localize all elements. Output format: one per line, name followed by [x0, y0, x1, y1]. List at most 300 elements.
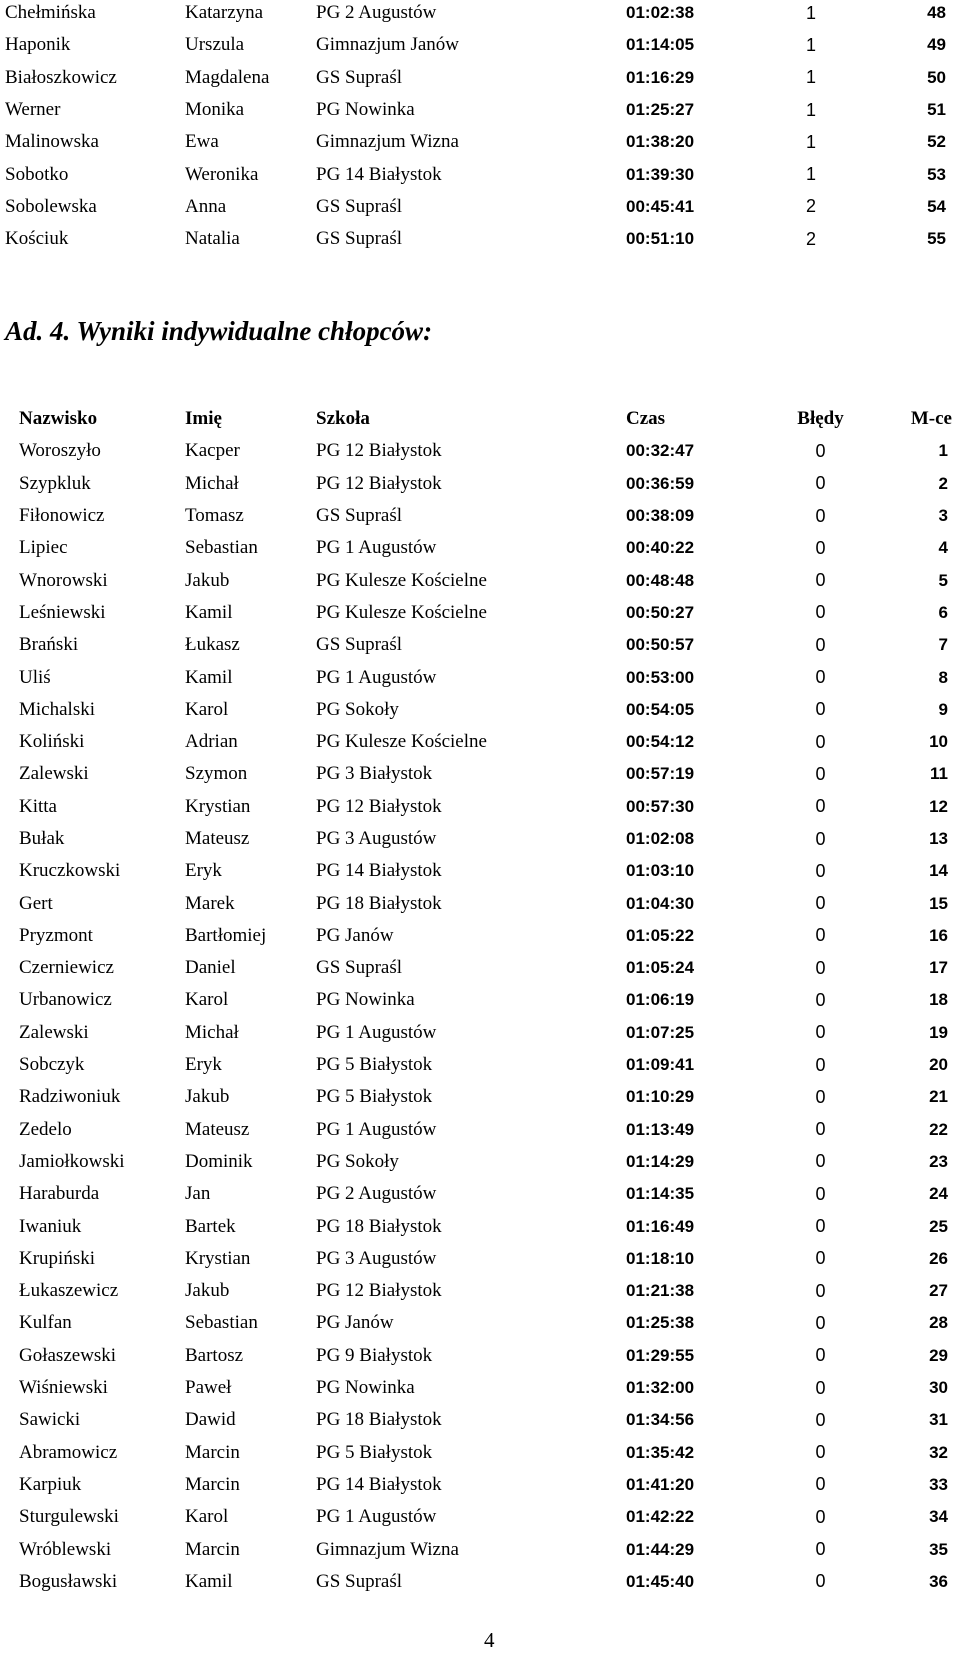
girls-results-continuation-table: [0, 0, 960, 255]
first-name-cell: Eryk: [185, 1054, 222, 1076]
first-name-cell: Michał: [185, 472, 239, 494]
surname-cell: Sobotko: [5, 163, 69, 185]
school-cell: PG 3 Augustów: [316, 1247, 437, 1269]
first-name-cell: Daniel: [185, 957, 236, 979]
first-name-cell: Michał: [185, 1021, 239, 1043]
surname-cell: Woroszyło: [19, 440, 101, 462]
time-cell: 01:06:19: [626, 990, 695, 1010]
first-name-cell: Marcin: [185, 1473, 240, 1495]
first-name-cell: Mateusz: [185, 828, 250, 849]
place-cell: 26: [929, 1248, 948, 1268]
table-row: [0, 564, 960, 596]
place-cell: 5: [938, 570, 948, 590]
surname-cell: Michalski: [19, 698, 95, 720]
errors-cell: 0: [815, 1119, 826, 1140]
surname-cell: Krupiński: [19, 1247, 95, 1269]
time-cell: 01:10:29: [626, 1087, 695, 1107]
surname-cell: Zedelo: [19, 1118, 72, 1140]
surname-cell: Zalewski: [19, 763, 89, 785]
errors-cell: 2: [806, 228, 817, 249]
first-name-cell: Kamil: [185, 666, 233, 688]
errors-cell: 0: [815, 440, 826, 461]
place-cell: 23: [929, 1151, 948, 1171]
place-cell: 3: [938, 506, 948, 526]
errors-cell: 1: [806, 99, 817, 120]
time-cell: 01:14:05: [626, 35, 695, 55]
surname-cell: Malinowska: [5, 131, 99, 153]
table-row: [0, 629, 960, 661]
first-name-cell: Natalia: [185, 228, 240, 250]
school-cell: GS Supraśl: [316, 195, 403, 217]
table-row: [0, 984, 960, 1016]
errors-cell: 0: [815, 1442, 826, 1463]
table-row: [0, 1437, 960, 1469]
first-name-cell: Mateusz: [185, 1118, 250, 1140]
school-cell: PG 5 Białystok: [316, 1054, 433, 1076]
time-cell: 01:25:27: [626, 100, 695, 120]
place-cell: 48: [927, 3, 946, 23]
time-cell: 01:29:55: [626, 1345, 695, 1365]
errors-cell: 0: [815, 1474, 826, 1495]
school-cell: PG 14 Białystok: [316, 163, 442, 185]
errors-cell: 0: [815, 1216, 826, 1237]
place-cell: 55: [927, 229, 946, 249]
first-name-cell: Kamil: [185, 601, 233, 623]
errors-cell: 0: [815, 1409, 826, 1430]
surname-cell: Kitta: [19, 795, 57, 817]
school-cell: PG 1 Augustów: [316, 1021, 437, 1043]
place-cell: 18: [929, 990, 948, 1010]
school-cell: PG Kulesze Kościelne: [316, 601, 487, 623]
place-cell: 49: [927, 35, 946, 55]
table-row: [0, 1146, 960, 1178]
surname-cell: Werner: [5, 99, 61, 121]
surname-cell: Sobolewska: [5, 195, 97, 217]
header-time: Czas: [626, 408, 666, 430]
first-name-cell: Dawid: [185, 1409, 236, 1431]
table-row: [0, 1114, 960, 1146]
header-school: Szkoła: [316, 408, 370, 430]
surname-cell: Gert: [19, 892, 53, 914]
surname-cell: Sawicki: [19, 1409, 81, 1431]
time-cell: 01:05:24: [626, 958, 695, 978]
school-cell: PG 14 Białystok: [316, 860, 442, 882]
school-cell: PG 18 Białystok: [316, 1409, 442, 1431]
school-cell: PG 14 Białystok: [316, 1473, 442, 1495]
place-cell: 8: [938, 667, 948, 687]
school-cell: PG Nowinka: [316, 989, 415, 1011]
surname-cell: Gołaszewski: [19, 1344, 117, 1366]
first-name-cell: Magdalena: [185, 66, 270, 88]
surname-cell: Zalewski: [19, 1021, 89, 1043]
girls-results-body: [0, 0, 960, 255]
surname-cell: Bułak: [19, 828, 65, 849]
surname-cell: Jamiołkowski: [19, 1150, 125, 1172]
surname-cell: Iwaniuk: [19, 1215, 82, 1237]
school-cell: PG 1 Augustów: [316, 1118, 437, 1140]
time-cell: 00:32:47: [626, 441, 695, 461]
place-cell: 10: [929, 732, 948, 752]
table-row: [0, 62, 960, 94]
place-cell: 17: [929, 958, 948, 978]
school-cell: PG 9 Białystok: [316, 1344, 433, 1366]
errors-cell: 0: [815, 667, 826, 688]
place-cell: 14: [929, 861, 948, 881]
surname-cell: Urbanowicz: [19, 989, 112, 1011]
place-cell: 4: [938, 538, 948, 558]
errors-cell: 0: [815, 1054, 826, 1075]
header-place: M-ce: [910, 408, 952, 430]
first-name-cell: Sebastian: [185, 1312, 258, 1334]
table-row: [0, 1469, 960, 1501]
school-cell: PG 3 Augustów: [316, 828, 437, 849]
first-name-cell: Bartosz: [185, 1344, 244, 1366]
place-cell: 52: [927, 132, 946, 152]
place-cell: 24: [929, 1184, 948, 1204]
place-cell: 7: [938, 635, 948, 655]
school-cell: PG 5 Białystok: [316, 1441, 433, 1463]
time-cell: 00:45:41: [626, 196, 695, 216]
school-cell: PG 12 Białystok: [316, 472, 442, 494]
time-cell: 01:07:25: [626, 1022, 695, 1042]
table-row: [0, 1307, 960, 1339]
time-cell: 01:16:29: [626, 67, 695, 87]
place-cell: 50: [927, 67, 946, 87]
surname-cell: Kulfan: [19, 1312, 72, 1334]
school-cell: PG Kulesze Kościelne: [316, 569, 487, 591]
table-row: [0, 597, 960, 629]
place-cell: 13: [929, 829, 948, 848]
first-name-cell: Szymon: [185, 763, 248, 785]
surname-cell: Radziwoniuk: [19, 1086, 121, 1108]
time-cell: 01:21:38: [626, 1281, 695, 1301]
errors-cell: 0: [815, 957, 826, 978]
errors-cell: 0: [815, 1151, 826, 1172]
surname-cell: Łukaszewicz: [19, 1280, 119, 1302]
time-cell: 01:05:22: [626, 925, 695, 945]
surname-cell: Haponik: [5, 34, 71, 56]
table-row: [0, 191, 960, 223]
place-cell: 29: [929, 1345, 948, 1365]
errors-cell: 0: [815, 505, 826, 526]
time-cell: 00:50:27: [626, 602, 695, 622]
surname-cell: Pryzmont: [19, 924, 93, 946]
first-name-cell: Karol: [185, 698, 229, 720]
errors-cell: 0: [815, 1506, 826, 1527]
first-name-cell: Karol: [185, 989, 229, 1011]
surname-cell: Sobczyk: [19, 1054, 85, 1076]
first-name-cell: Sebastian: [185, 537, 258, 559]
surname-cell: Bogusławski: [19, 1570, 118, 1592]
table-row: [0, 920, 960, 952]
place-cell: 31: [929, 1410, 948, 1430]
time-cell: 00:57:19: [626, 764, 695, 784]
place-cell: 11: [930, 764, 948, 784]
table-row: [0, 223, 960, 255]
school-cell: PG Janów: [316, 1312, 394, 1334]
place-cell: 35: [929, 1539, 948, 1559]
time-cell: 01:39:30: [626, 164, 695, 184]
first-name-cell: Marek: [185, 892, 235, 914]
school-cell: PG Kulesze Kościelne: [316, 731, 487, 753]
first-name-cell: Anna: [185, 195, 227, 217]
place-cell: 19: [929, 1022, 948, 1042]
first-name-cell: Dominik: [185, 1150, 253, 1172]
errors-cell: 0: [815, 570, 826, 591]
first-name-cell: Łukasz: [185, 634, 240, 656]
table-row: [0, 1243, 960, 1275]
table-row: [0, 791, 960, 823]
place-cell: 25: [929, 1216, 948, 1236]
first-name-cell: Marcin: [185, 1538, 240, 1560]
errors-cell: 1: [806, 2, 817, 23]
errors-cell: 1: [806, 67, 817, 88]
surname-cell: Sturgulewski: [19, 1506, 119, 1528]
time-cell: 01:25:38: [626, 1313, 695, 1333]
school-cell: GS Supraśl: [316, 505, 403, 527]
errors-cell: 0: [815, 989, 826, 1010]
time-cell: 00:40:22: [626, 538, 695, 558]
table-row: [0, 29, 960, 61]
surname-cell: Chełmińska: [5, 2, 96, 24]
surname-cell: Czerniewicz: [19, 957, 114, 979]
first-name-cell: Kacper: [185, 440, 240, 462]
school-cell: PG Sokoły: [316, 698, 399, 720]
school-cell: PG 1 Augustów: [316, 1506, 437, 1528]
surname-cell: Fiłonowicz: [19, 505, 105, 527]
first-name-cell: Kamil: [185, 1570, 233, 1592]
errors-cell: 0: [815, 1280, 826, 1301]
school-cell: PG Janów: [316, 924, 394, 946]
time-cell: 01:04:30: [626, 893, 695, 913]
school-cell: PG Nowinka: [316, 99, 415, 121]
surname-cell: Lipiec: [19, 537, 68, 559]
place-cell: 22: [929, 1119, 948, 1139]
time-cell: 01:14:35: [626, 1184, 695, 1204]
first-name-cell: Jakub: [185, 569, 230, 591]
errors-cell: 0: [815, 1345, 826, 1366]
table-row: [0, 94, 960, 126]
errors-cell: 0: [815, 860, 826, 881]
table-row: [0, 758, 960, 790]
school-cell: PG 1 Augustów: [316, 666, 437, 688]
place-cell: 51: [927, 100, 946, 120]
errors-cell: 1: [806, 34, 817, 55]
errors-cell: 1: [806, 131, 817, 152]
school-cell: PG 12 Białystok: [316, 795, 442, 817]
errors-cell: 0: [815, 893, 826, 914]
school-cell: PG 18 Białystok: [316, 1215, 442, 1237]
time-cell: 01:13:49: [626, 1119, 695, 1139]
time-cell: 00:38:09: [626, 506, 695, 526]
errors-cell: 0: [815, 1248, 826, 1269]
time-cell: 01:14:29: [626, 1151, 695, 1171]
table-row: [0, 855, 960, 887]
errors-cell: 0: [815, 925, 826, 946]
errors-cell: 0: [815, 763, 826, 784]
first-name-cell: Bartek: [185, 1215, 236, 1237]
first-name-cell: Jakub: [185, 1086, 230, 1108]
first-name-cell: Marcin: [185, 1441, 240, 1463]
table-row: [0, 1081, 960, 1113]
surname-cell: Koliński: [19, 731, 85, 753]
table-row: [0, 1049, 960, 1081]
time-cell: 00:54:05: [626, 699, 695, 719]
errors-cell: 0: [815, 1539, 826, 1560]
surname-cell: Abramowicz: [19, 1441, 118, 1463]
place-cell: 33: [929, 1474, 948, 1494]
time-cell: 00:50:57: [626, 635, 695, 655]
time-cell: 00:57:30: [626, 796, 695, 816]
first-name-cell: Bartłomiej: [185, 924, 267, 946]
time-cell: 01:44:29: [626, 1539, 695, 1559]
table-row: [0, 158, 960, 190]
place-cell: 6: [938, 602, 948, 622]
surname-cell: Białoszkowicz: [5, 66, 117, 88]
errors-cell: 0: [815, 1183, 826, 1204]
surname-cell: Kruczkowski: [19, 860, 121, 882]
first-name-cell: Krystian: [185, 795, 251, 817]
school-cell: GS Supraśl: [316, 957, 403, 979]
header-row: [0, 403, 960, 435]
table-row: [0, 435, 960, 467]
first-name-cell: Tomasz: [185, 505, 244, 527]
table-row: [0, 1340, 960, 1372]
first-name-cell: Urszula: [185, 34, 245, 56]
time-cell: 01:09:41: [626, 1055, 695, 1075]
place-cell: 20: [929, 1055, 948, 1075]
first-name-cell: Paweł: [185, 1377, 232, 1399]
boys-results-table: [0, 403, 960, 1598]
surname-cell: Kościuk: [5, 228, 69, 250]
errors-cell: 0: [815, 796, 826, 817]
first-name-cell: Eryk: [185, 860, 222, 882]
table-row: [0, 1178, 960, 1210]
place-cell: 34: [929, 1507, 948, 1527]
section-heading: Ad. 4. Wyniki indywidualne chłopców:: [5, 316, 433, 346]
surname-cell: Wróblewski: [19, 1538, 112, 1560]
school-cell: PG 5 Białystok: [316, 1086, 433, 1108]
surname-cell: Haraburda: [19, 1183, 100, 1205]
school-cell: PG 12 Białystok: [316, 1280, 442, 1302]
table-row: [0, 0, 960, 29]
time-cell: 01:35:42: [626, 1442, 695, 1462]
table-row: [0, 1275, 960, 1307]
school-cell: Gimnazjum Wizna: [316, 1538, 459, 1560]
school-cell: PG 18 Białystok: [316, 892, 442, 914]
table-row: [0, 1017, 960, 1049]
first-name-cell: Krystian: [185, 1247, 251, 1269]
time-cell: 01:32:00: [626, 1378, 695, 1398]
table-row: [0, 468, 960, 500]
time-cell: 00:51:10: [626, 229, 695, 249]
errors-cell: 0: [815, 537, 826, 558]
surname-cell: Wnorowski: [19, 569, 108, 591]
first-name-cell: Jan: [185, 1183, 211, 1205]
time-cell: 01:41:20: [626, 1474, 695, 1494]
errors-cell: 0: [815, 1086, 826, 1107]
first-name-cell: Adrian: [185, 731, 238, 753]
school-cell: GS Supraśl: [316, 1570, 403, 1592]
surname-cell: Szypkluk: [19, 472, 91, 494]
errors-cell: 2: [806, 196, 817, 217]
errors-cell: 0: [815, 699, 826, 720]
place-cell: 2: [938, 473, 948, 493]
errors-cell: 0: [815, 602, 826, 623]
time-cell: 00:48:48: [626, 570, 695, 590]
place-cell: 16: [929, 925, 948, 945]
surname-cell: Wiśniewski: [19, 1377, 108, 1399]
place-cell: 54: [927, 196, 946, 216]
header-name: Imię: [185, 408, 222, 430]
time-cell: 01:38:20: [626, 132, 695, 152]
school-cell: Gimnazjum Wizna: [316, 131, 459, 153]
place-cell: 21: [929, 1087, 948, 1107]
table-row: [0, 823, 960, 855]
errors-cell: 0: [815, 828, 826, 849]
table-row: [0, 694, 960, 726]
table-row: [0, 126, 960, 158]
school-cell: PG 2 Augustów: [316, 1183, 437, 1205]
time-cell: 01:45:40: [626, 1571, 695, 1591]
place-cell: 36: [929, 1571, 948, 1591]
place-cell: 9: [938, 699, 948, 719]
time-cell: 00:36:59: [626, 473, 695, 493]
errors-cell: 1: [806, 164, 817, 185]
errors-cell: 0: [815, 1377, 826, 1398]
boys-results-body: [0, 435, 960, 1598]
table-row: [0, 500, 960, 532]
time-cell: 00:53:00: [626, 667, 695, 687]
surname-cell: Karpiuk: [19, 1473, 82, 1495]
time-cell: 01:42:22: [626, 1507, 695, 1527]
first-name-cell: Jakub: [185, 1280, 230, 1302]
place-cell: 15: [929, 893, 948, 913]
school-cell: GS Supraśl: [316, 66, 403, 88]
table-row: [0, 1501, 960, 1533]
table-row: [0, 532, 960, 564]
errors-cell: 0: [815, 473, 826, 494]
school-cell: PG 12 Białystok: [316, 440, 442, 462]
time-cell: 01:02:08: [626, 829, 695, 848]
table-row: [0, 661, 960, 693]
surname-cell: Uliś: [19, 666, 51, 688]
errors-cell: 0: [815, 731, 826, 752]
first-name-cell: Karol: [185, 1506, 229, 1528]
school-cell: PG 3 Białystok: [316, 763, 433, 785]
header-surname: Nazwisko: [19, 408, 98, 430]
school-cell: PG Sokoły: [316, 1150, 399, 1172]
school-cell: PG 1 Augustów: [316, 537, 437, 559]
errors-cell: 0: [815, 1571, 826, 1592]
first-name-cell: Katarzyna: [185, 2, 264, 24]
table-row: [0, 1533, 960, 1565]
errors-cell: 0: [815, 1312, 826, 1333]
time-cell: 00:54:12: [626, 732, 695, 752]
table-row: [0, 887, 960, 919]
table-row: [0, 952, 960, 984]
place-cell: 27: [929, 1281, 948, 1301]
school-cell: GS Supraśl: [316, 228, 403, 250]
surname-cell: Brański: [19, 634, 79, 656]
time-cell: 01:03:10: [626, 861, 695, 881]
surname-cell: Leśniewski: [19, 601, 106, 623]
first-name-cell: Monika: [185, 99, 245, 121]
place-cell: 28: [929, 1313, 948, 1333]
table-row: [0, 1210, 960, 1242]
errors-cell: 0: [815, 1022, 826, 1043]
school-cell: GS Supraśl: [316, 634, 403, 656]
